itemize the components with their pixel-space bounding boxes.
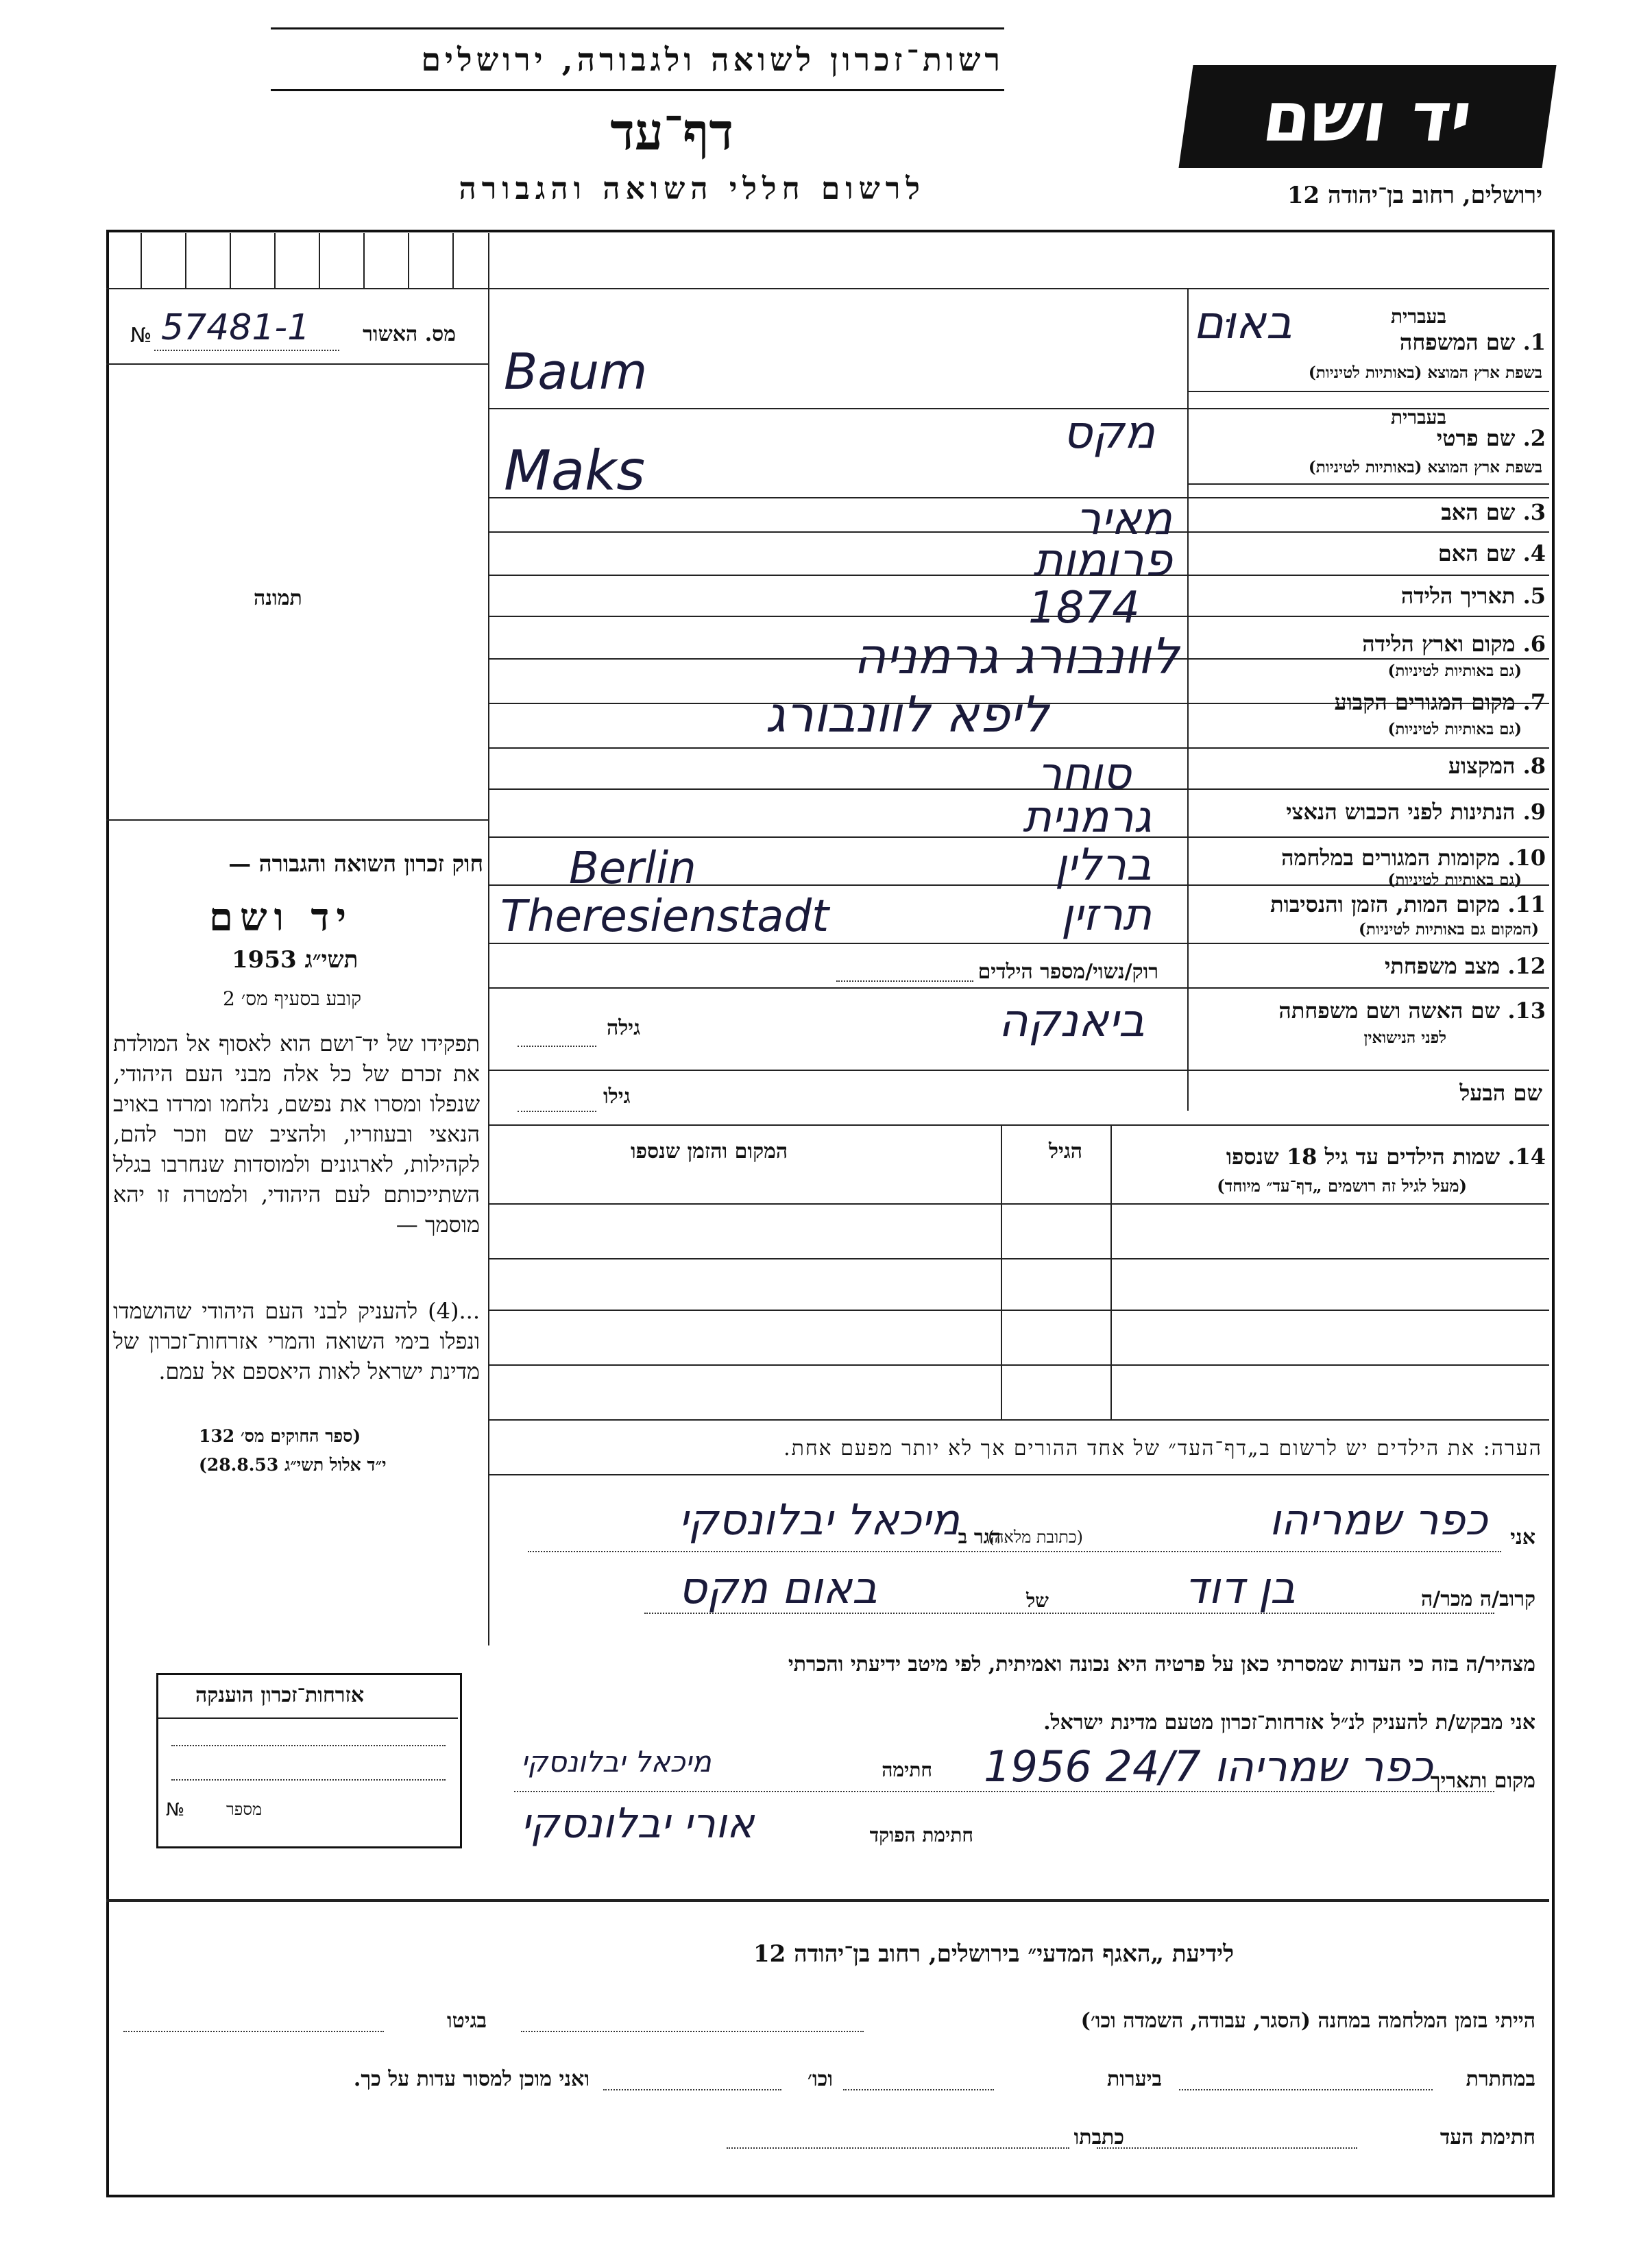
field-7-label: 7. מקום המגורים הקבוע — [1334, 689, 1546, 715]
of-value: באום מקס — [678, 1563, 877, 1614]
field-1-sub: בשפת ארץ המוצא (באותיות לטיניות) — [1308, 363, 1542, 382]
law-name: יד ושם — [209, 895, 354, 940]
field-3-value: מאיר — [1076, 492, 1172, 545]
officer-signature-label: חתימת הפוקד — [869, 1824, 973, 1846]
law-year: תשי״ג 1953 — [232, 946, 359, 974]
footer-underground: במחתרת — [1466, 2067, 1535, 2091]
declaration-resides-label: הגר ב — [958, 1526, 1001, 1548]
field-2-value-hebrew: מקס — [1062, 406, 1155, 459]
footer-camp-line: הייתי בזמן המלחמה במחנה (הסגר, עבודה, השמדה וכו׳) — [1080, 2009, 1535, 2033]
reg-number-label: מס. האשור — [363, 322, 456, 346]
children-place-header: המקום והזמן שנספו — [631, 1139, 788, 1163]
field-3-label: 3. שם האב — [1441, 499, 1546, 525]
field-4-label: 4. שם האם — [1437, 540, 1546, 566]
declarant-name: מיכאל יבלונסקי — [679, 1495, 960, 1545]
field-8-label: 8. המקצוע — [1448, 753, 1546, 779]
footer-ready: ואני מוכן למסור עדות על כך. — [353, 2067, 590, 2091]
law-text-main: תפקידו של יד־ושם הוא לאסוף אל המולדת את זכרם של כל אלה מבני העם היהודי, שנפלו ומסרו את נפשם, נלחמו ומרדו באויב הנאצי ובעוזריו, ולהציב שם וזכר להם, לקהילות, לארגונים ולמוסדות שנחרבו בגלל השתייכותם לעם היהודי, ולמטרה זו יהא מוסמך — — [113, 1030, 480, 1238]
field-12-extra: רוק/נשוי/מספר הילדים — [977, 960, 1158, 984]
field-8-value: סוחר — [1037, 749, 1131, 799]
field-2-label: 2. שם פרטי — [1436, 425, 1546, 451]
officer-signature: אורי יבלונסקי — [521, 1800, 755, 1848]
field-10-sub: (גם באותיות לטיניות) — [1387, 871, 1522, 889]
place-date-label: מקום ותאריך — [1430, 1769, 1535, 1793]
law-title: חוק זכרון השואה והגבורה — — [228, 850, 483, 877]
field-4-value: פרומות — [1033, 533, 1172, 586]
footer-forests: ביערות — [1106, 2067, 1162, 2091]
form-subtitle: לרשום חללי השואה והגבורה — [459, 171, 925, 206]
law-date: י״ד אלול תשי״ג 28.8.53) — [199, 1455, 387, 1475]
form-title: דף־עד — [610, 103, 733, 162]
citizenship-number-label: מספר — [226, 1800, 263, 1819]
field-5-value: 1874 — [1028, 583, 1140, 634]
yad-vashem-logo: יד ושם — [1178, 65, 1556, 168]
declaration-address-hint: (כתובת מלאה) — [988, 1528, 1083, 1547]
field-13-label: 13. שם האשה ושם משפחתה — [1278, 998, 1546, 1024]
declarant-address: כפר שמריהו — [1269, 1495, 1487, 1545]
declaration-statement: מצהיר/ה בזה כי העדות שמסרתי כאן על פרטיה היא נכונה ואמיתית, לפי מיטב ידיעתי והכרתי — [788, 1652, 1535, 1676]
reg-number-prefix: № — [130, 324, 152, 348]
footer-etc: וכו׳ — [807, 2067, 833, 2091]
declaration-i-label: אני — [1510, 1526, 1535, 1549]
field-13-age-label: גילה — [607, 1016, 641, 1040]
institution-title: רשות־זכרון לשואה ולגבורה, ירושלים — [421, 41, 1004, 78]
declaration-request: אני מבקש/ת להעניק לנ״ל אזרחות־זכרון מטעם מדינת ישראל. — [1043, 1711, 1535, 1735]
of-label: של — [1026, 1589, 1049, 1612]
field-2-sub: בשפת ארץ המוצא (באותיות לטיניות) — [1308, 458, 1542, 477]
field-11-sub: (המקום גם באותיות לטיניות) — [1359, 920, 1539, 939]
photo-label: תמונה — [254, 586, 302, 610]
field-7-value: ליפא לוונבורג — [765, 686, 1049, 743]
field-1-value-latin: Baum — [504, 343, 648, 400]
field-2-hebrew-tag: בעברית — [1390, 406, 1446, 429]
field-9-value: גרמנית — [1023, 792, 1152, 843]
field-9-label: 9. הנתינות לפני הכבוש הנאצי — [1286, 799, 1546, 825]
footer-title: לידיעת „האגף המדעי״ בירושלים, רחוב בן־יהודה 12 — [753, 1940, 1234, 1968]
note-text: הערה: את הילדים יש לרשום ב„דף־העד״ של אחד ההורים אך לא יותר מפעם אחת. — [784, 1436, 1542, 1460]
header-address: ירושלים, רחוב בן־יהודה 12 — [1287, 182, 1542, 209]
husband-label: שם הבעל — [1459, 1080, 1542, 1106]
signature-label: חתימה — [882, 1759, 932, 1781]
field-1-value-hebrew: באוּם — [1193, 296, 1292, 349]
husband-age-label: גילו — [603, 1085, 631, 1109]
field-6-sub: (גם באותיות לטיניות) — [1387, 662, 1522, 680]
field-2-value-latin: Maks — [504, 439, 646, 503]
field-11-value-hebrew: תרזין — [1060, 890, 1152, 941]
relative-label: קרוב/ה מכר/ה — [1421, 1587, 1535, 1611]
law-text-clause: ...(4) להעניק לבני העם היהודי שהושמדו ונפלו בימי השואה והמרי אזרחות־זכרון של מדינת ישראל לאות היאספם אל עמם. — [113, 1298, 480, 1384]
field-1-label: 1. שם המשפחה — [1399, 329, 1546, 355]
field-5-label: 5. תאריך הלידה — [1400, 583, 1546, 609]
place-date-value: כפר שמריהו 24/7 1956 — [984, 1741, 1433, 1792]
field-10-label: 10. מקומות המגורים במלחמה — [1281, 845, 1546, 871]
children-label: 14. שמות הילדים עד גיל 18 שנספו — [1226, 1144, 1546, 1170]
field-11-value-latin: Theresienstadt — [500, 891, 829, 942]
field-10-value-latin: Berlin — [569, 843, 696, 894]
footer-ghetto: בגיטו — [446, 2009, 487, 2033]
citizenship-box-title: אזרחות־זכרון הוענקה — [195, 1683, 365, 1707]
relative-value: בן דוד — [1184, 1563, 1296, 1614]
field-6-value: לוונבורג גרמניה — [853, 627, 1179, 685]
children-age-header: הגיל — [1049, 1139, 1083, 1163]
declarant-signature: מיכאל יבלונסקי — [521, 1745, 712, 1778]
footer-address: כתבתו — [1073, 2125, 1124, 2149]
field-12-label: 12. מצב משפחתי — [1385, 953, 1546, 979]
reg-number-value: 57481-1 — [161, 307, 311, 348]
field-11-label: 11. מקום המות, הזמן והנסיבות — [1270, 891, 1546, 917]
children-sub: (מעל לגיל זה רושמים „דף־עד״ מיוחד) — [1217, 1176, 1467, 1196]
field-6-label: 6. מקום וארץ הלידה — [1362, 631, 1546, 657]
law-clause: קובע בסעיף מס׳ 2 — [223, 987, 362, 1010]
citizenship-number-prefix: № — [166, 1800, 185, 1820]
field-13-sub: לפני הנישואין — [1363, 1028, 1446, 1047]
field-13-value: ביאנקה — [998, 994, 1145, 1047]
law-source: (ספר החוקים מס׳ 132 — [199, 1426, 361, 1446]
field-7-sub: (גם באותיות לטיניות) — [1387, 720, 1522, 738]
footer-witness-signature: חתימת העד — [1440, 2125, 1535, 2149]
field-10-value-hebrew: ברלין — [1054, 840, 1152, 891]
field-1-hebrew-tag: בעברית — [1390, 305, 1446, 328]
